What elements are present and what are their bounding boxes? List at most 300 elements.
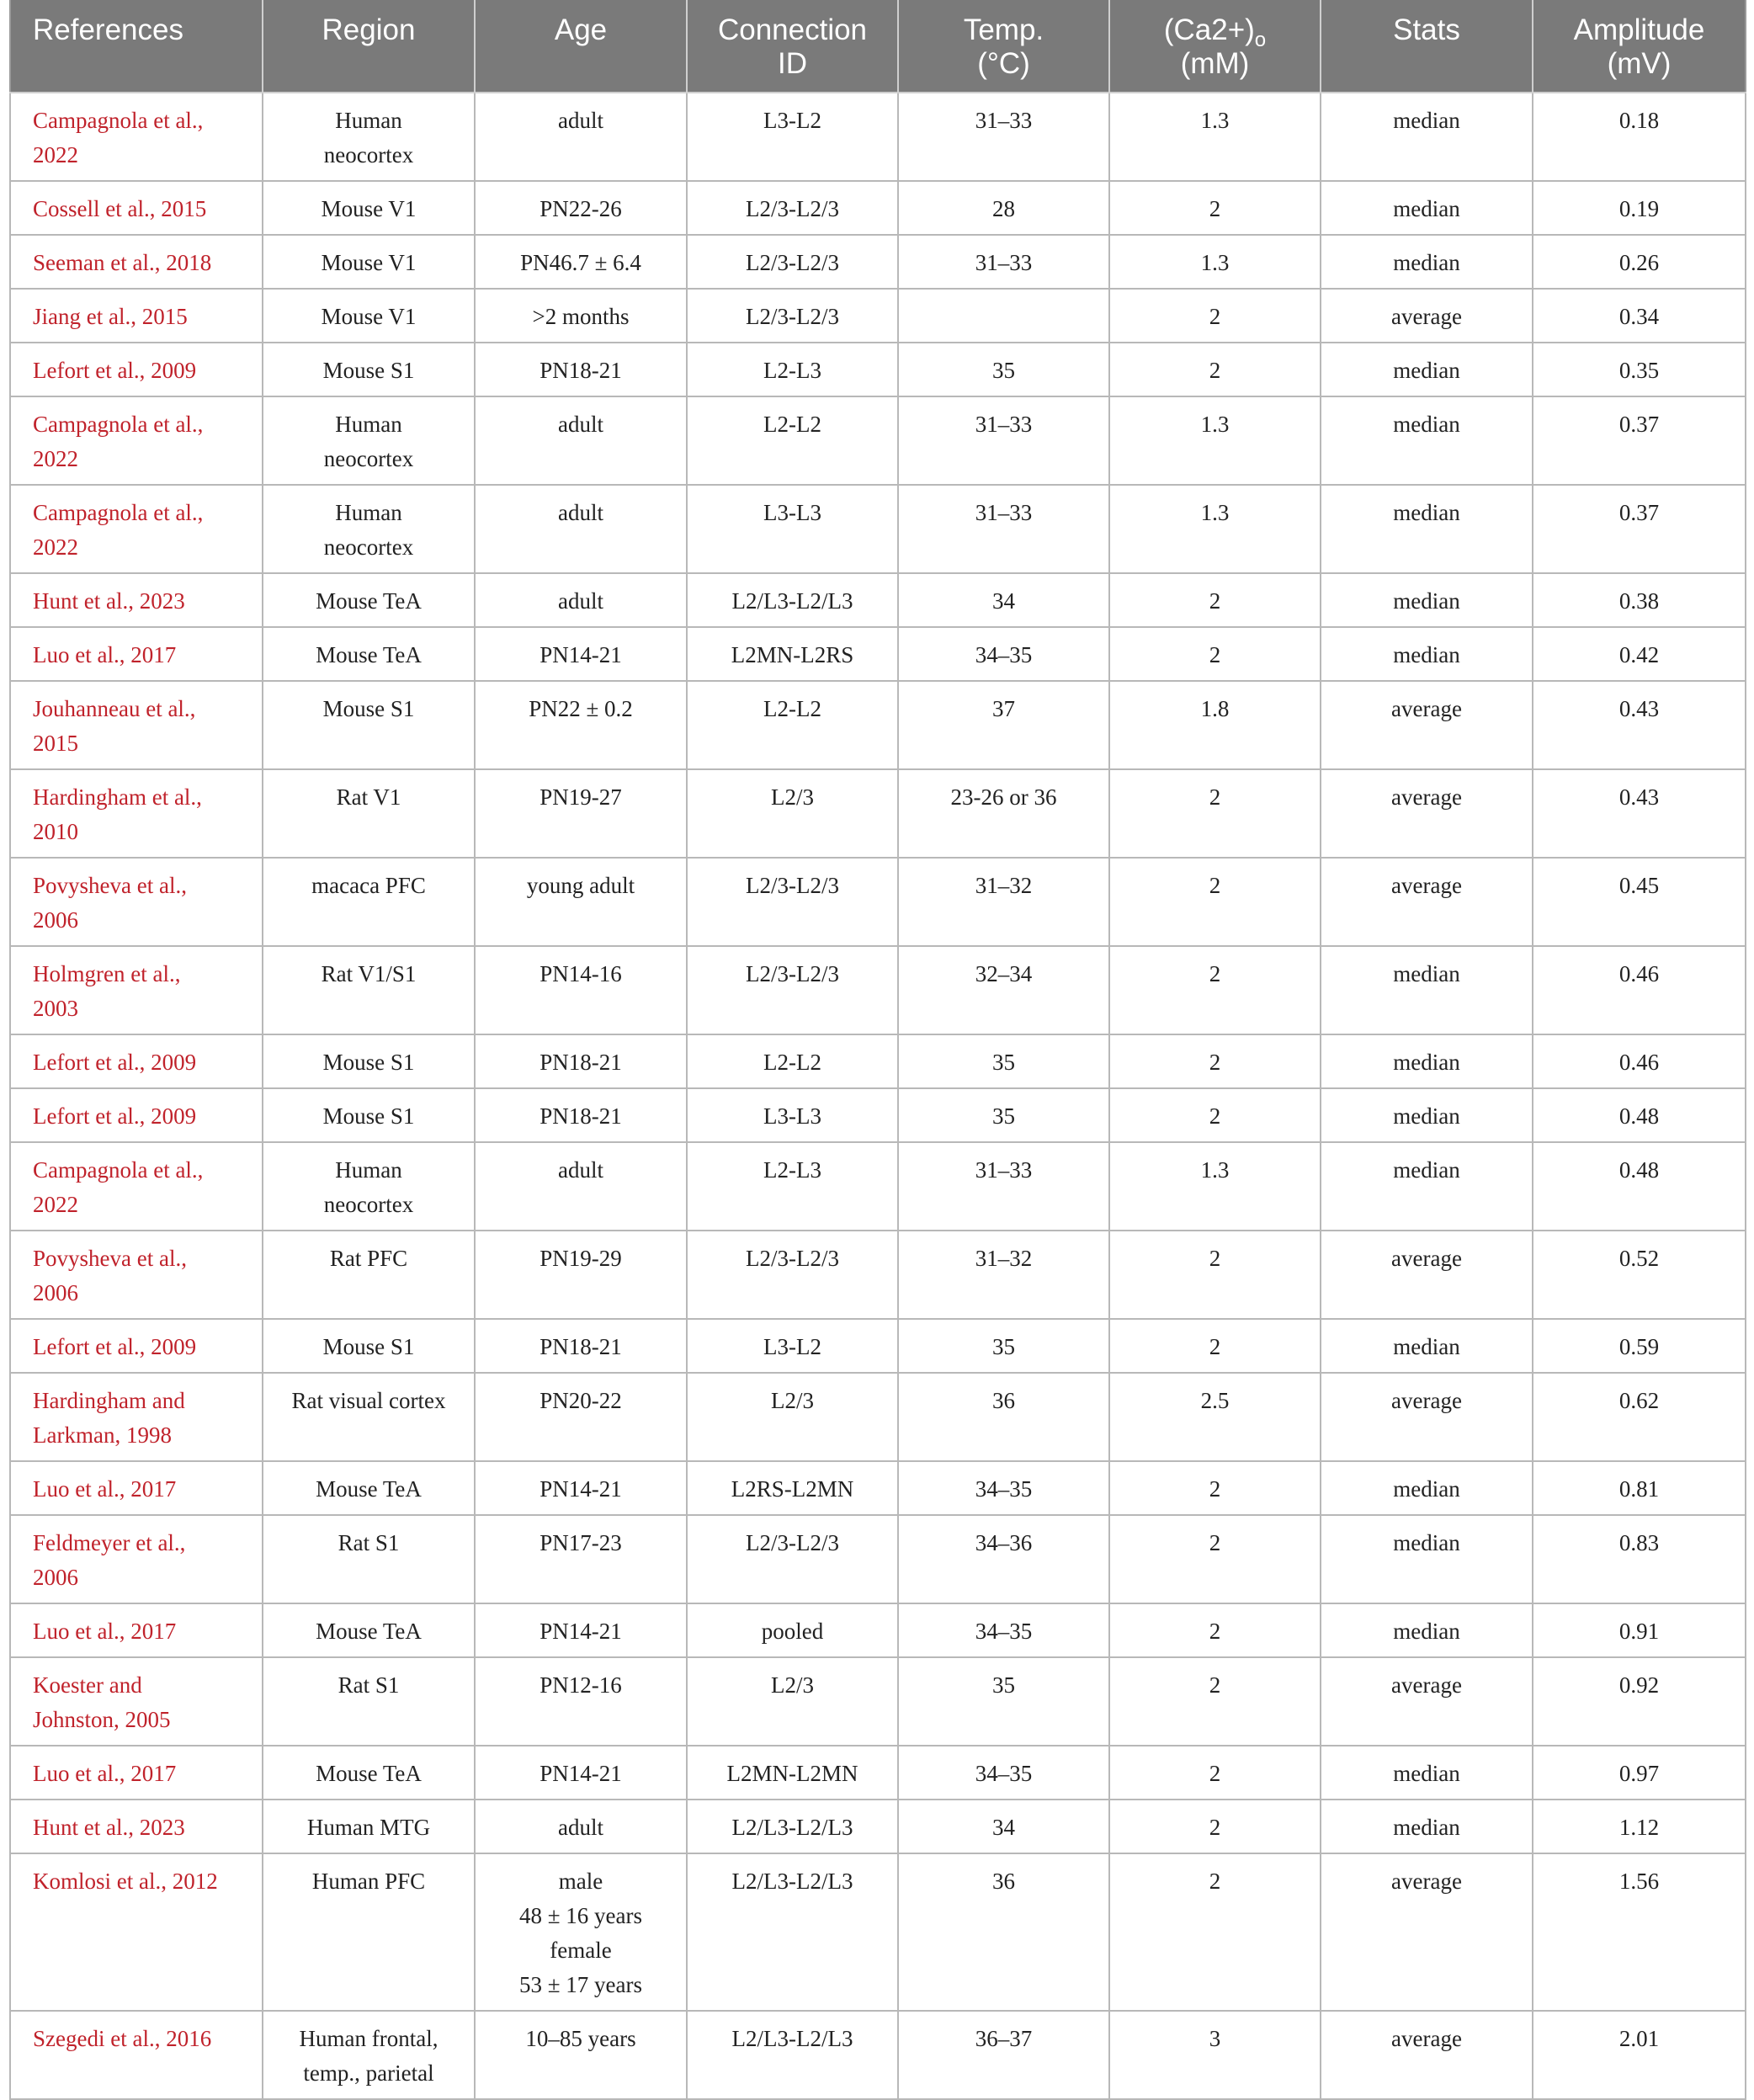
reference-link-line[interactable]: 2003 [33, 996, 78, 1021]
age-cell [475, 396, 687, 485]
region-cell-line: Human [335, 108, 402, 133]
reference-link[interactable] [10, 1142, 263, 1231]
connection-id-cell: L3-L3 [687, 1088, 898, 1142]
temperature-cell: 31–32 [898, 1231, 1109, 1319]
connection-id-cell: L2/3-L2/3 [687, 181, 898, 235]
calcium-cell: 2 [1109, 946, 1321, 1034]
reference-link[interactable] [10, 1319, 263, 1373]
reference-link-line[interactable]: Campagnola et al., [33, 412, 204, 437]
age-cell-line: >2 months [532, 304, 630, 329]
table-row [10, 235, 1746, 289]
calcium-cell: 1.8 [1109, 681, 1321, 769]
amplitude-cell: 1.56 [1533, 1853, 1746, 2011]
region-cell-line: Mouse TeA [316, 1761, 422, 1786]
age-cell [475, 1034, 687, 1088]
stats-cell: median [1321, 1142, 1533, 1231]
reference-link[interactable] [10, 485, 263, 573]
table-row [10, 627, 1746, 681]
reference-link-line[interactable]: 2022 [33, 534, 78, 560]
stats-cell: median [1321, 1461, 1533, 1515]
region-cell [263, 396, 475, 485]
table-row [10, 1319, 1746, 1373]
table-row [10, 343, 1746, 396]
connection-id-cell: L3-L2 [687, 93, 898, 181]
reference-link-line[interactable]: Hunt et al., 2023 [33, 1815, 185, 1840]
region-cell-line: neocortex [323, 1192, 414, 1217]
amplitude-cell: 0.52 [1533, 1231, 1746, 1319]
region-cell [263, 1461, 475, 1515]
calcium-cell: 2 [1109, 1746, 1321, 1800]
temperature-cell: 31–33 [898, 93, 1109, 181]
age-cell [475, 2011, 687, 2099]
reference-link-line[interactable]: Jiang et al., 2015 [33, 304, 188, 329]
stats-cell: average [1321, 1657, 1533, 1746]
reference-link-line[interactable]: Seeman et al., 2018 [33, 250, 212, 275]
temperature-cell: 35 [898, 1657, 1109, 1746]
age-cell-line: adult [558, 1815, 603, 1840]
region-cell [263, 2011, 475, 2099]
header-region [263, 0, 475, 93]
region-cell [263, 93, 475, 181]
stats-cell: average [1321, 2011, 1533, 2099]
table-row [10, 396, 1746, 485]
age-cell [475, 289, 687, 343]
reference-link-line[interactable]: Campagnola et al., [33, 500, 204, 525]
header-row [10, 0, 1746, 93]
calcium-cell: 3 [1109, 2011, 1321, 2099]
calcium-cell: 2 [1109, 1088, 1321, 1142]
table-row [10, 1231, 1746, 1319]
age-cell-line: 53 ± 17 years [518, 1972, 643, 1997]
header-line: (°C) [977, 47, 1030, 80]
connection-id-cell: L2/L3-L2/L3 [687, 1853, 898, 2011]
reference-link[interactable] [10, 946, 263, 1034]
header-references [10, 0, 263, 93]
reference-link[interactable] [10, 1853, 263, 2011]
amplitude-cell: 1.12 [1533, 1800, 1746, 1853]
age-cell-line: PN18-21 [539, 1334, 622, 1359]
reference-link[interactable] [10, 235, 263, 289]
reference-link-line[interactable]: 2006 [33, 1565, 78, 1590]
table-container [9, 0, 1745, 2100]
reference-link-line[interactable]: Cossell et al., 2015 [33, 196, 207, 221]
calcium-cell: 2 [1109, 181, 1321, 235]
reference-link-line[interactable]: Luo et al., 2017 [33, 642, 177, 667]
reference-link-line[interactable]: 2015 [33, 731, 78, 756]
age-cell [475, 1657, 687, 1746]
reference-link[interactable] [10, 627, 263, 681]
age-cell-line: PN20-22 [539, 1388, 622, 1413]
region-cell [263, 1657, 475, 1746]
reference-link-line[interactable]: Povysheva et al., [33, 873, 187, 898]
amplitude-cell: 0.46 [1533, 1034, 1746, 1088]
reference-link-line[interactable]: 2010 [33, 819, 78, 844]
calcium-cell: 2 [1109, 1800, 1321, 1853]
amplitude-cell: 0.91 [1533, 1603, 1746, 1657]
reference-link-line[interactable]: Koester and [33, 1672, 142, 1698]
region-cell [263, 181, 475, 235]
header-line: (mM) [1180, 47, 1250, 80]
region-cell [263, 289, 475, 343]
stats-cell: average [1321, 1231, 1533, 1319]
region-cell [263, 1800, 475, 1853]
region-cell [263, 1515, 475, 1603]
region-cell [263, 627, 475, 681]
age-cell [475, 1373, 687, 1461]
reference-link[interactable] [10, 1746, 263, 1800]
region-cell-line: Rat V1/S1 [321, 961, 417, 986]
table-row [10, 1373, 1746, 1461]
calcium-cell: 2 [1109, 1515, 1321, 1603]
calcium-cell: 1.3 [1109, 485, 1321, 573]
connection-id-cell: L2-L2 [687, 1034, 898, 1088]
region-cell [263, 769, 475, 858]
age-cell [475, 235, 687, 289]
calcium-cell: 2 [1109, 858, 1321, 946]
table-row [10, 1142, 1746, 1231]
header-subscript: o [1254, 29, 1267, 51]
amplitude-cell: 2.01 [1533, 2011, 1746, 2099]
header-amplitude [1533, 0, 1746, 93]
stats-cell: median [1321, 946, 1533, 1034]
temperature-cell: 34–35 [898, 627, 1109, 681]
region-cell-line: macaca PFC [311, 873, 426, 898]
stats-cell: average [1321, 1373, 1533, 1461]
age-cell [475, 1800, 687, 1853]
amplitude-cell: 0.45 [1533, 858, 1746, 946]
age-cell-line: PN17-23 [539, 1530, 622, 1555]
age-cell-line: PN46.7 ± 6.4 [520, 250, 641, 275]
reference-link[interactable] [10, 2011, 263, 2099]
age-cell-line: PN18-21 [539, 358, 622, 383]
temperature-cell: 31–32 [898, 858, 1109, 946]
reference-link-line[interactable]: Holmgren et al., [33, 961, 181, 986]
table-row [10, 181, 1746, 235]
connection-id-cell: L2-L2 [687, 396, 898, 485]
temperature-cell: 34–36 [898, 1515, 1109, 1603]
age-cell [475, 858, 687, 946]
header-stats [1321, 0, 1533, 93]
connection-id-cell: L2MN-L2MN [687, 1746, 898, 1800]
temperature-cell: 36 [898, 1373, 1109, 1461]
reference-link-line[interactable]: Campagnola et al., [33, 108, 204, 133]
header-line: (Ca2+) [1163, 13, 1255, 46]
calcium-cell: 1.3 [1109, 1142, 1321, 1231]
reference-link-line[interactable]: 2022 [33, 1192, 78, 1217]
reference-link[interactable] [10, 1800, 263, 1853]
region-cell-line: Mouse TeA [316, 588, 422, 614]
age-cell-line: adult [558, 412, 603, 437]
region-cell [263, 1231, 475, 1319]
reference-link[interactable] [10, 681, 263, 769]
amplitude-cell: 0.59 [1533, 1319, 1746, 1373]
calcium-cell: 2 [1109, 1231, 1321, 1319]
header-line: References [33, 13, 183, 46]
stats-cell: median [1321, 1800, 1533, 1853]
reference-link[interactable] [10, 858, 263, 946]
temperature-cell: 31–33 [898, 1142, 1109, 1231]
age-cell-line: 48 ± 16 years [518, 1903, 643, 1928]
reference-link-line[interactable]: Luo et al., 2017 [33, 1761, 177, 1786]
table-row [10, 485, 1746, 573]
amplitude-cell: 0.37 [1533, 485, 1746, 573]
temperature-cell: 35 [898, 1034, 1109, 1088]
reference-link-line[interactable]: Larkman, 1998 [33, 1422, 172, 1448]
connection-id-cell: L2/3-L2/3 [687, 289, 898, 343]
region-cell-line: Mouse V1 [321, 196, 417, 221]
age-cell [475, 485, 687, 573]
calcium-cell: 1.3 [1109, 396, 1321, 485]
age-cell-line: PN14-21 [539, 1619, 622, 1644]
stats-cell: median [1321, 235, 1533, 289]
amplitude-cell: 0.19 [1533, 181, 1746, 235]
stats-cell: median [1321, 1746, 1533, 1800]
reference-link-line[interactable]: Jouhanneau et al., [33, 696, 196, 721]
age-cell [475, 1603, 687, 1657]
age-cell-line: female [550, 1938, 612, 1963]
region-cell-line: Human MTG [306, 1815, 431, 1840]
reference-link[interactable] [10, 1515, 263, 1603]
table-row [10, 1657, 1746, 1746]
reference-link-line[interactable]: Hardingham and [33, 1388, 185, 1413]
table-row [10, 1034, 1746, 1088]
region-cell-line: Human [335, 500, 402, 525]
calcium-cell: 2 [1109, 289, 1321, 343]
calcium-cell: 2 [1109, 769, 1321, 858]
age-cell-line: adult [558, 588, 603, 614]
age-cell [475, 946, 687, 1034]
reference-link[interactable] [10, 343, 263, 396]
stats-cell: median [1321, 181, 1533, 235]
table-row [10, 93, 1746, 181]
reference-link-line[interactable]: Hardingham et al., [33, 784, 202, 810]
connection-id-cell: pooled [687, 1603, 898, 1657]
age-cell [475, 1461, 687, 1515]
temperature-cell: 34 [898, 573, 1109, 627]
reference-link[interactable] [10, 93, 263, 181]
stats-cell: median [1321, 573, 1533, 627]
amplitude-cell: 0.48 [1533, 1088, 1746, 1142]
reference-link-line[interactable]: Johnston, 2005 [33, 1707, 171, 1732]
region-cell-line: Rat PFC [329, 1246, 408, 1271]
amplitude-cell: 0.43 [1533, 681, 1746, 769]
reference-link[interactable] [10, 1461, 263, 1515]
region-cell-line: Mouse TeA [316, 642, 422, 667]
calcium-cell: 2 [1109, 1853, 1321, 2011]
connection-id-cell: L3-L3 [687, 485, 898, 573]
table-row [10, 1853, 1746, 2011]
table-row [10, 289, 1746, 343]
temperature-cell: 34–35 [898, 1461, 1109, 1515]
age-cell [475, 1231, 687, 1319]
region-cell-line: Mouse TeA [316, 1476, 422, 1502]
table-row [10, 1603, 1746, 1657]
reference-link-line[interactable]: Lefort et al., 2009 [33, 1050, 197, 1075]
region-cell-line: Mouse S1 [322, 358, 415, 383]
reference-link-line[interactable]: Komlosi et al., 2012 [33, 1869, 218, 1894]
amplitude-cell: 0.18 [1533, 93, 1746, 181]
reference-link[interactable] [10, 1373, 263, 1461]
region-cell [263, 573, 475, 627]
region-cell [263, 858, 475, 946]
connection-id-cell: L2-L2 [687, 681, 898, 769]
connection-id-cell: L2/3-L2/3 [687, 1515, 898, 1603]
region-cell-line: Mouse S1 [322, 1334, 415, 1359]
calcium-cell: 2.5 [1109, 1373, 1321, 1461]
region-cell-line: Human [335, 412, 402, 437]
age-cell [475, 1853, 687, 2011]
reference-link-line[interactable]: Lefort et al., 2009 [33, 1103, 197, 1129]
reference-link[interactable] [10, 1603, 263, 1657]
header-connection-id [687, 0, 898, 93]
region-cell [263, 343, 475, 396]
age-cell [475, 1142, 687, 1231]
stats-cell: average [1321, 1853, 1533, 2011]
table-body [10, 93, 1746, 2099]
reference-link-line[interactable]: Szegedi et al., 2016 [33, 2026, 212, 2051]
table-row [10, 1515, 1746, 1603]
table-row [10, 1746, 1746, 1800]
temperature-cell: 35 [898, 343, 1109, 396]
reference-link[interactable] [10, 181, 263, 235]
reference-link-line[interactable]: Hunt et al., 2023 [33, 588, 185, 614]
amplitude-cell: 0.26 [1533, 235, 1746, 289]
age-cell-line: PN18-21 [539, 1103, 622, 1129]
region-cell-line: Mouse S1 [322, 696, 415, 721]
reference-link[interactable] [10, 573, 263, 627]
reference-link[interactable] [10, 1231, 263, 1319]
age-cell [475, 573, 687, 627]
age-cell-line: young adult [526, 873, 635, 898]
amplitude-cell: 0.48 [1533, 1142, 1746, 1231]
reference-link-line[interactable]: Povysheva et al., [33, 1246, 187, 1271]
age-cell-line: PN14-21 [539, 1476, 622, 1502]
temperature-cell: 37 [898, 681, 1109, 769]
reference-link-line[interactable]: Lefort et al., 2009 [33, 1334, 197, 1359]
age-cell [475, 1319, 687, 1373]
temperature-cell: 32–34 [898, 946, 1109, 1034]
age-cell-line: PN19-27 [539, 784, 622, 810]
stats-cell: median [1321, 343, 1533, 396]
region-cell [263, 485, 475, 573]
connection-id-cell: L2/3-L2/3 [687, 858, 898, 946]
region-cell-line: Human [335, 1157, 402, 1183]
reference-link[interactable] [10, 1657, 263, 1746]
reference-link-line[interactable]: 2022 [33, 142, 78, 167]
table-row [10, 1088, 1746, 1142]
age-cell-line: adult [558, 500, 603, 525]
amplitude-cell: 0.81 [1533, 1461, 1746, 1515]
header-line: (mV) [1607, 47, 1672, 80]
reference-link-line[interactable]: Luo et al., 2017 [33, 1476, 177, 1502]
connection-id-cell: L2/L3-L2/L3 [687, 2011, 898, 2099]
region-cell-line: Rat S1 [338, 1530, 400, 1555]
age-cell [475, 343, 687, 396]
region-cell-line: neocortex [323, 142, 414, 167]
calcium-cell: 2 [1109, 627, 1321, 681]
reference-link-line[interactable]: Lefort et al., 2009 [33, 358, 197, 383]
reference-link-line[interactable]: Luo et al., 2017 [33, 1619, 177, 1644]
temperature-cell: 31–33 [898, 235, 1109, 289]
connection-id-cell: L2/3-L2/3 [687, 1231, 898, 1319]
connection-id-cell: L2-L3 [687, 343, 898, 396]
table-row [10, 2011, 1746, 2099]
region-cell-line: Mouse V1 [321, 304, 417, 329]
connection-id-cell: L2RS-L2MN [687, 1461, 898, 1515]
age-cell [475, 93, 687, 181]
temperature-cell [898, 289, 1109, 343]
reference-link[interactable] [10, 1034, 263, 1088]
temperature-cell: 28 [898, 181, 1109, 235]
reference-link-line[interactable]: 2022 [33, 446, 78, 471]
region-cell-line: Mouse V1 [321, 250, 417, 275]
connection-id-cell: L2-L3 [687, 1142, 898, 1231]
temperature-cell: 23-26 or 36 [898, 769, 1109, 858]
stats-cell: average [1321, 289, 1533, 343]
region-cell [263, 681, 475, 769]
temperature-cell: 34–35 [898, 1603, 1109, 1657]
calcium-cell: 2 [1109, 343, 1321, 396]
amplitude-cell: 0.83 [1533, 1515, 1746, 1603]
region-cell [263, 1142, 475, 1231]
header-line: ID [778, 47, 807, 80]
temperature-cell: 31–33 [898, 396, 1109, 485]
region-cell-line: Rat visual cortex [291, 1388, 446, 1413]
calcium-cell: 1.3 [1109, 93, 1321, 181]
stats-cell: median [1321, 1319, 1533, 1373]
age-cell-line: adult [558, 108, 603, 133]
age-cell-line: adult [558, 1157, 603, 1183]
amplitude-cell: 0.62 [1533, 1373, 1746, 1461]
age-cell [475, 1515, 687, 1603]
region-cell [263, 1319, 475, 1373]
table-row [10, 946, 1746, 1034]
header-line: Temp. [963, 13, 1044, 46]
amplitude-cell: 0.92 [1533, 1657, 1746, 1746]
synaptic-amplitude-table [9, 0, 1746, 2100]
connection-id-cell: L2/L3-L2/L3 [687, 573, 898, 627]
age-cell [475, 1088, 687, 1142]
calcium-cell: 2 [1109, 1319, 1321, 1373]
table-row [10, 1800, 1746, 1853]
reference-link-line[interactable]: Feldmeyer et al., [33, 1530, 186, 1555]
reference-link[interactable] [10, 396, 263, 485]
region-cell-line: neocortex [323, 446, 414, 471]
region-cell-line: Mouse TeA [316, 1619, 422, 1644]
stats-cell: median [1321, 1034, 1533, 1088]
age-cell [475, 181, 687, 235]
reference-link[interactable] [10, 289, 263, 343]
age-cell-line: PN22 ± 0.2 [529, 696, 633, 721]
age-cell [475, 1746, 687, 1800]
reference-link[interactable] [10, 769, 263, 858]
connection-id-cell: L2/L3-L2/L3 [687, 1800, 898, 1853]
table-row [10, 1461, 1746, 1515]
region-cell [263, 235, 475, 289]
header-calcium [1109, 0, 1321, 93]
stats-cell: median [1321, 1515, 1533, 1603]
stats-cell: average [1321, 681, 1533, 769]
reference-link-line[interactable]: 2006 [33, 907, 78, 933]
reference-link-line[interactable]: Campagnola et al., [33, 1157, 204, 1183]
reference-link-line[interactable]: 2006 [33, 1280, 78, 1305]
temperature-cell: 36–37 [898, 2011, 1109, 2099]
region-cell [263, 1746, 475, 1800]
table-row [10, 681, 1746, 769]
temperature-cell: 35 [898, 1319, 1109, 1373]
connection-id-cell: L2/3-L2/3 [687, 235, 898, 289]
reference-link[interactable] [10, 1088, 263, 1142]
